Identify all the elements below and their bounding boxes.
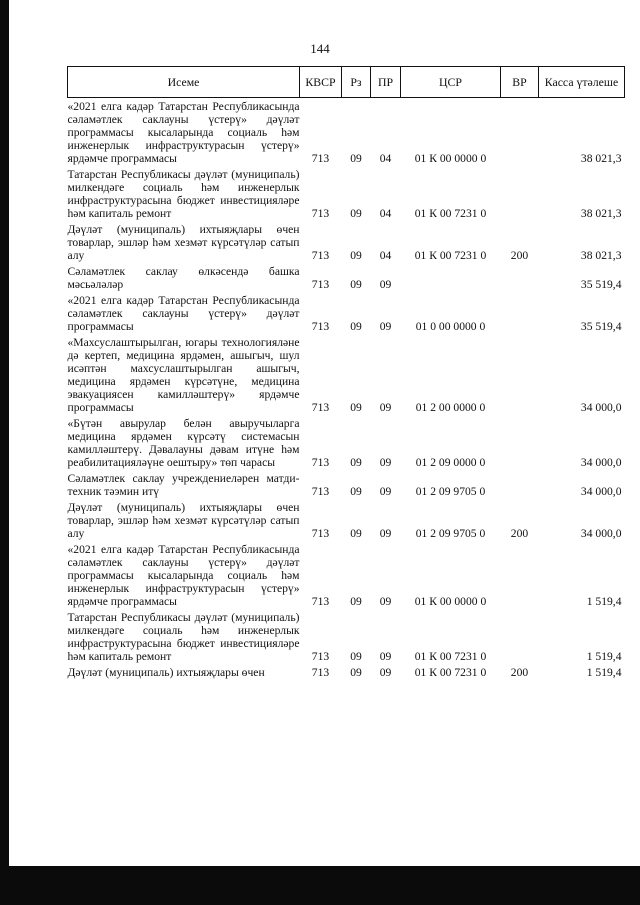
budget-table-container [67,66,624,680]
row-amount: 38 021,3 [580,207,622,220]
row-amount: 34 000,0 [580,527,622,540]
table-body [68,98,625,681]
row-csr [401,263,501,292]
table-row [68,263,625,292]
row-kvsr: 713 [311,595,330,608]
row-rz: 09 [350,207,362,220]
row-name: Дәүләт (муниципаль) ихтыяҗлары өчен товарлар, эшләр һәм хезмәт күрсәтүләр сатып алу [67,501,300,540]
row-kvsr: 713 [311,485,330,498]
row-pr: 09 [379,666,392,679]
row-pr: 09 [379,456,392,469]
row-csr: 01 К 00 7231 0 [414,207,487,220]
row-rz: 09 [350,595,362,608]
budget-table [67,66,625,680]
row-vr [501,541,539,609]
header-rz: Рз [342,67,371,98]
row-name: «2021 елга кадәр Татарстан Республикасында сәламәтлек саклауны үстерү» дәүләт программасы [67,294,300,333]
header-amount: Касса үтәлеше [539,67,625,98]
row-vr [501,415,539,470]
row-vr [501,334,539,415]
row-csr: 01 К 00 7231 0 [414,249,487,262]
row-amount: 38 021,3 [580,152,622,165]
row-csr: 01 К 00 0000 0 [414,595,487,608]
row-csr: 01 2 00 0000 0 [415,401,486,414]
row-name: Татарстан Республикасы дәүләт (муниципаль) милкендәге социаль һәм инженерлык инфраструктурасына бюджет инвестицияләре һәм капиталь ремонт [67,168,300,220]
row-vr [501,166,539,221]
row-pr: 09 [379,485,392,498]
row-kvsr: 713 [311,456,330,469]
header-pr: ПР [371,67,401,98]
row-amount: 1 519,4 [586,650,622,663]
row-pr: 04 [379,152,392,165]
row-vr: 200 [510,249,529,262]
row-rz: 09 [350,320,362,333]
table-row [68,664,625,680]
table-row [68,499,625,541]
row-csr: 01 К 00 0000 0 [414,152,487,165]
table-row [68,221,625,263]
header-vr: ВР [501,67,539,98]
row-vr [501,292,539,334]
table-row [68,609,625,664]
header-kvsr: КВСР [300,67,342,98]
row-kvsr: 713 [311,666,330,679]
table-row [68,415,625,470]
row-kvsr: 713 [311,320,330,333]
row-kvsr: 713 [311,527,330,540]
table-row [68,98,625,167]
row-name: «Махсуслаштырылган, югары технологияләне дә кертеп, медицина ярдәмен, ашыгыч, шул исәптән махсуслаштырылган ашыгыч, медицина ярдәмен күрсәтүне, медицина эвакуациясен камилләштерү» ярдәмче программасы [67,336,300,414]
row-vr [501,609,539,664]
row-rz: 09 [350,485,362,498]
row-kvsr: 713 [311,152,330,165]
header-name: Исеме [68,67,300,98]
row-amount: 34 000,0 [580,401,622,414]
row-csr: 01 К 00 7231 0 [414,666,487,679]
row-name: Дәүләт (муниципаль) ихтыяҗлары өчен [67,666,265,679]
row-pr: 09 [379,320,392,333]
row-pr: 09 [379,595,392,608]
row-kvsr: 713 [311,650,330,663]
row-name: «2021 елга кадәр Татарстан Республикасында сәламәтлек саклауны үстерү» дәүләт программасы кысаларында социаль һәм инженерлык инфраструктурасын үстерү» ярдәмче программасы [67,543,300,608]
row-pr: 09 [379,527,392,540]
row-rz: 09 [350,650,362,663]
row-amount: 38 021,3 [580,249,622,262]
row-csr: 01 2 09 9705 0 [415,527,486,540]
row-pr: 04 [379,249,392,262]
row-csr: 01 К 00 7231 0 [414,650,487,663]
row-name: Сәламәтлек саклау өлкәсендә башка мәсьәләләр [67,265,300,291]
scan-edge-bottom [0,866,640,905]
row-rz: 09 [350,249,362,262]
row-pr: 09 [379,401,392,414]
row-rz: 09 [350,152,362,165]
row-vr: 200 [510,666,529,679]
row-pr: 09 [379,278,392,291]
table-row [68,334,625,415]
row-csr: 01 2 09 0000 0 [415,456,486,469]
row-amount: 35 519,4 [580,278,622,291]
row-rz: 09 [350,456,362,469]
row-pr: 09 [379,650,392,663]
row-name: «Бүтән авырулар белән авыручыларга медицина ярдәмен күрсәтү системасын камилләштерү. Дәвалауны дәвам итүне һәм реабилитацияләүне оештыру» төп чарасы [67,417,300,469]
row-vr [501,470,539,499]
row-rz: 09 [350,278,362,291]
table-row [68,166,625,221]
row-amount: 1 519,4 [586,595,622,608]
header-csr: ЦСР [401,67,501,98]
row-kvsr: 713 [311,278,330,291]
table-row [68,292,625,334]
row-name: Сәламәтлек саклау учреждениеләрен матди-техник тәэмин итү [67,472,300,498]
row-rz: 09 [350,401,362,414]
row-rz: 09 [350,666,362,679]
scan-edge-left [0,0,9,905]
row-kvsr: 713 [311,249,330,262]
row-amount: 34 000,0 [580,456,622,469]
row-amount: 34 000,0 [580,485,622,498]
table-row [68,470,625,499]
table-header-row [68,67,625,98]
row-amount: 35 519,4 [580,320,622,333]
table-row [68,541,625,609]
row-vr [501,98,539,167]
row-name: Татарстан Республикасы дәүләт (муниципаль) милкендәге социаль һәм инженерлык инфраструктурасына бюджет инвестицияләре һәм капиталь ремонт [67,611,300,663]
row-name: Дәүләт (муниципаль) ихтыяҗлары өчен товарлар, эшләр һәм хезмәт күрсәтүләр сатып алу [67,223,300,262]
row-vr [501,263,539,292]
row-kvsr: 713 [311,207,330,220]
row-amount: 1 519,4 [586,666,622,679]
page-number: 144 [310,41,330,56]
row-rz: 09 [350,527,362,540]
row-kvsr: 713 [311,401,330,414]
row-csr: 01 0 00 0000 0 [415,320,486,333]
row-name: «2021 елга кадәр Татарстан Республикасында сәламәтлек саклауны үстерү» дәүләт программасы кысаларында социаль һәм инженерлык инфраструктурасын үстерү» ярдәмче программасы [67,100,300,165]
row-csr: 01 2 09 9705 0 [415,485,486,498]
row-pr: 04 [379,207,392,220]
row-vr: 200 [510,527,529,540]
